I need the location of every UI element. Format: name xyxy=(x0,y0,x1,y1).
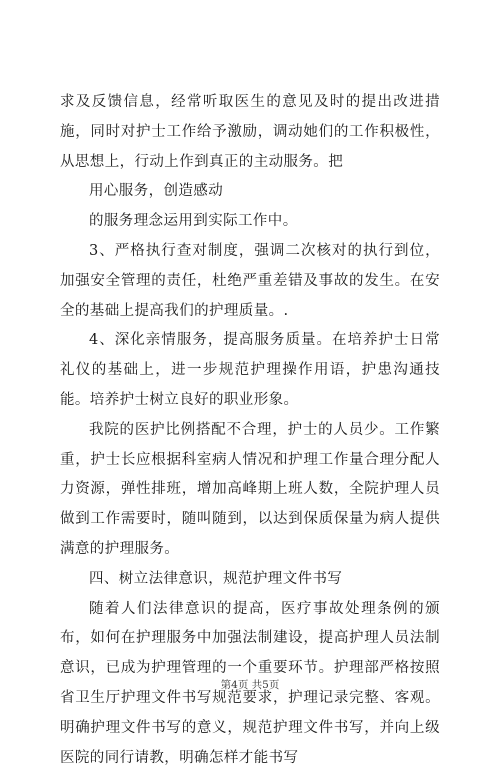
page-number-footer: 第4页 共5页 xyxy=(220,679,280,691)
paragraph-item-4: 4、深化亲情服务，提高服务质量。在培养护士日常礼仪的基础上，进一步规范护理操作用语，护患沟通技能。培养护士树立良好的职业形象。 xyxy=(60,332,440,408)
document-body xyxy=(60,88,440,773)
paragraph-continuation: 求及反馈信息，经常听取医生的意见及时的提出改进措施，同时对护士工作给予激励，调动她们的工作积极性，从思想上，行动上作到真正的主动服务。把 xyxy=(60,94,440,170)
paragraph-item-3: 3、严格执行查对制度，强调二次核对的执行到位，加强安全管理的责任，杜绝严重差错及事故的发生。在安全的基础上提高我们的护理质量。. xyxy=(60,242,440,319)
section-heading-4: 四、树立法律意识，规范护理文件书写 xyxy=(89,570,343,587)
paragraph-slogan-tail: 的服务理念运用到实际工作中。 xyxy=(89,213,298,230)
paragraph-slogan: 用心服务，创造感动 xyxy=(89,183,224,200)
paragraph-legal: 随着人们法律意识的提高，医疗事故处理条例的颁布，如何在护理服务中加强法制建设，提高护理人员法制意识，已成为护理管理的一个重要环节。护理部严格按照省卫生厅护理文件书写规范要求，护理记录完整、客观。明确护理文件书写的意义，规范护理文件书写，并向上级医院的同行请教，明确怎样才能书写 xyxy=(60,600,440,766)
paragraph-staffing: 我院的医护比例搭配不合理，护士的人员少。工作繁重，护士长应根据科室病人情况和护理工作量合理分配人力资源，弹性排班，增加高峰期上班人数，全院护理人员做到工作需要时，随叫随到，以达到保质保量为病人提供满意的护理服务。 xyxy=(60,421,440,557)
